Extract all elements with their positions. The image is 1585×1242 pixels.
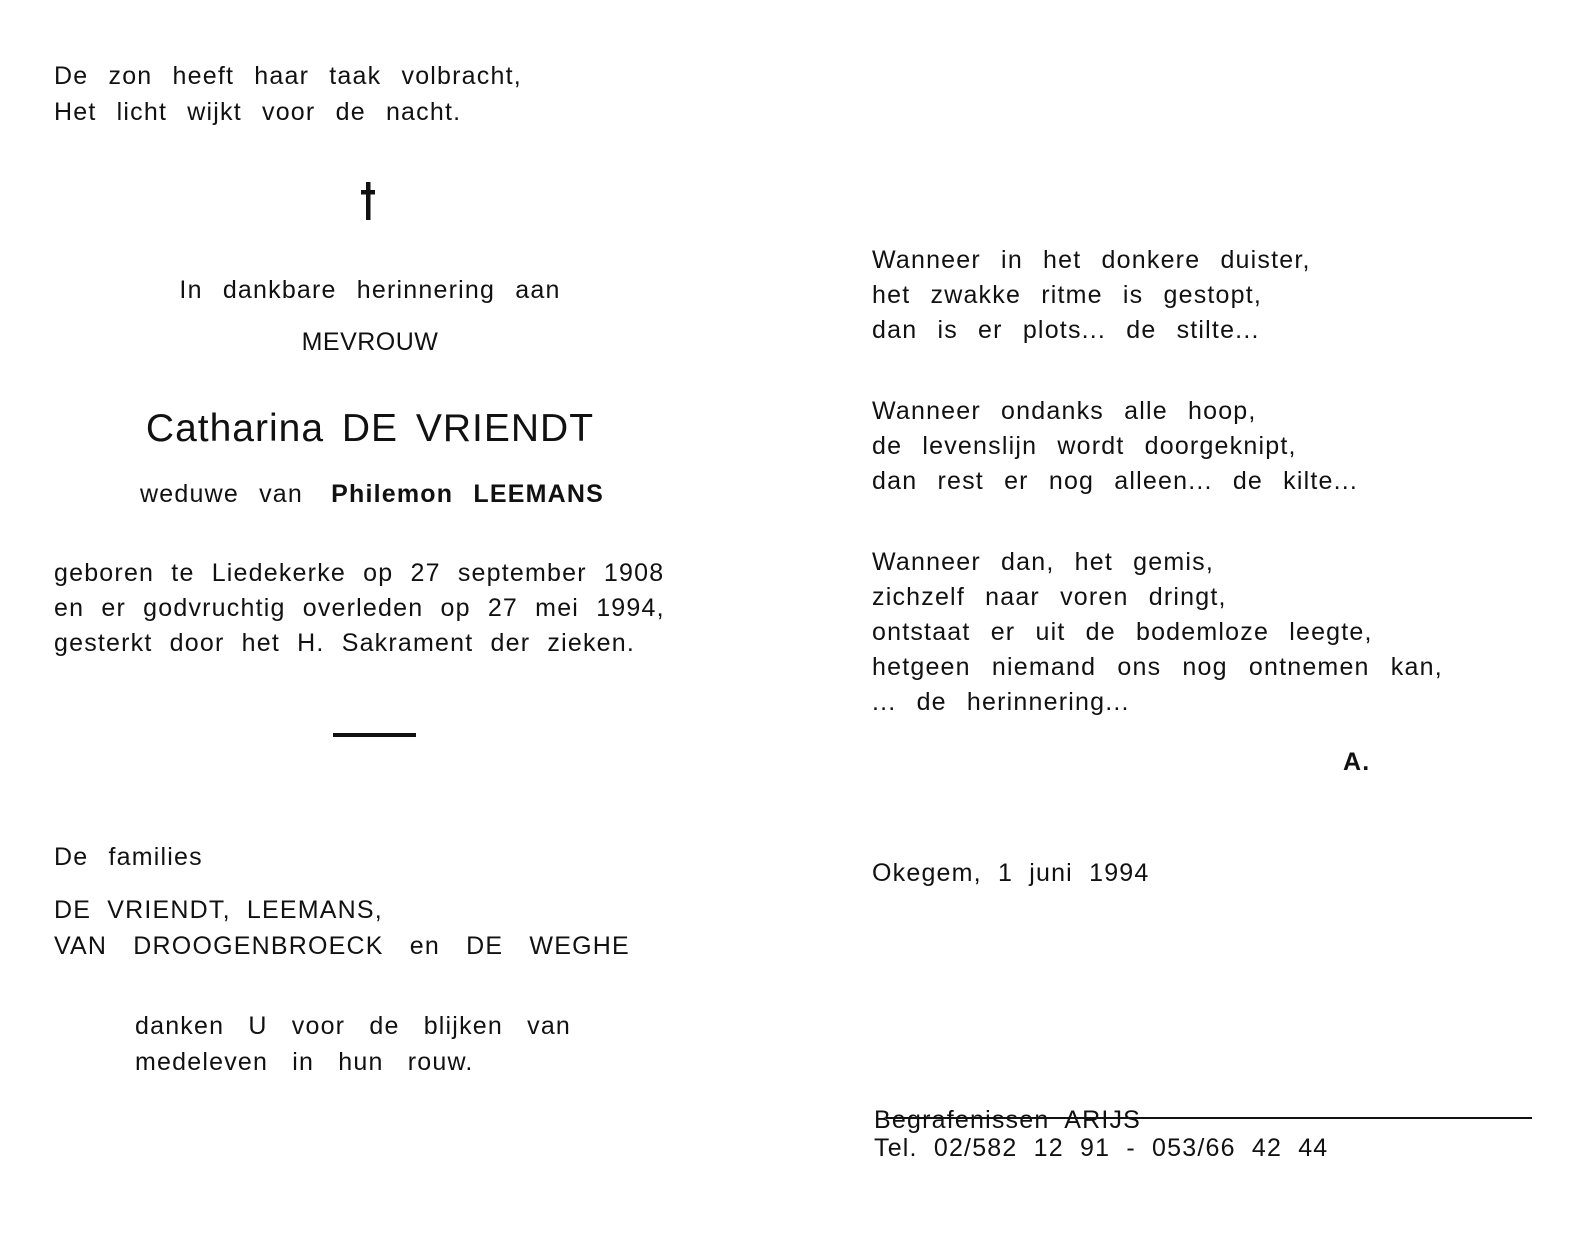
- poem-line: Wanneer dan, het gemis,: [872, 548, 1214, 576]
- poem-line: ontstaat er uit de bodemloze leegte,: [872, 618, 1373, 646]
- thanks-text: [135, 1010, 571, 1078]
- memorial-intro: In dankbare herinnering aan: [179, 276, 561, 304]
- spouse-name: Philemon LEEMANS: [331, 480, 605, 508]
- funeral-home-name: Begrafenissen ARIJS: [874, 1106, 1142, 1134]
- cross-icon: [361, 182, 375, 220]
- verse-line: Het licht wijkt voor de nacht.: [54, 98, 462, 126]
- poem-line: Wanneer in het donkere duister,: [872, 246, 1311, 274]
- funeral-home-phone: Tel. 02/582 12 91 - 053/66 42 44: [874, 1134, 1329, 1162]
- poem-line: hetgeen niemand ons nog ontnemen kan,: [872, 653, 1443, 681]
- poem-line: Wanneer ondanks alle hoop,: [872, 397, 1257, 425]
- poem-line: de levenslijn wordt doorgeknipt,: [872, 432, 1297, 460]
- life-detail-line: en er godvruchtig overleden op 27 mei 1994,: [54, 594, 665, 622]
- life-details: [54, 557, 665, 659]
- section-divider: [333, 733, 416, 737]
- verse-line: De zon heeft haar taak volbracht,: [54, 62, 522, 90]
- poem-stanza-2: [872, 395, 1358, 497]
- poem-line: dan is er plots... de stilte...: [872, 316, 1260, 344]
- thanks-line: danken U voor de blijken van: [135, 1012, 572, 1040]
- life-detail-line: gesterkt door het H. Sakrament der zieken.: [54, 629, 636, 657]
- funeral-home: [874, 1104, 1328, 1164]
- opening-verse: [54, 60, 522, 128]
- poem-stanza-3: [872, 546, 1443, 718]
- poem-line: het zwakke ritme is gestopt,: [872, 281, 1263, 309]
- family-names: [54, 894, 630, 962]
- poem-signature: A.: [1343, 748, 1371, 776]
- family-name-line: VAN DROOGENBROECK en DE WEGHE: [54, 932, 630, 960]
- deceased-name: Catharina DE VRIENDT: [145, 407, 595, 450]
- poem-stanza-1: [872, 244, 1311, 346]
- widow-line: [140, 478, 604, 510]
- family-name-line: DE VRIENDT, LEEMANS,: [54, 896, 383, 924]
- families-label: De families: [54, 843, 203, 871]
- poem-line: zichzelf naar voren dringt,: [872, 583, 1227, 611]
- place-date: Okegem, 1 juni 1994: [872, 859, 1150, 887]
- life-detail-line: geboren te Liedekerke op 27 september 1908: [54, 559, 665, 587]
- poem-line: dan rest er nog alleen... de kilte...: [872, 467, 1359, 495]
- thanks-line: medeleven in hun rouw.: [135, 1048, 474, 1076]
- poem-line: ... de herinnering...: [872, 688, 1130, 716]
- widow-prefix: weduwe van: [140, 480, 303, 508]
- honorific-title: MEVROUW: [301, 328, 439, 356]
